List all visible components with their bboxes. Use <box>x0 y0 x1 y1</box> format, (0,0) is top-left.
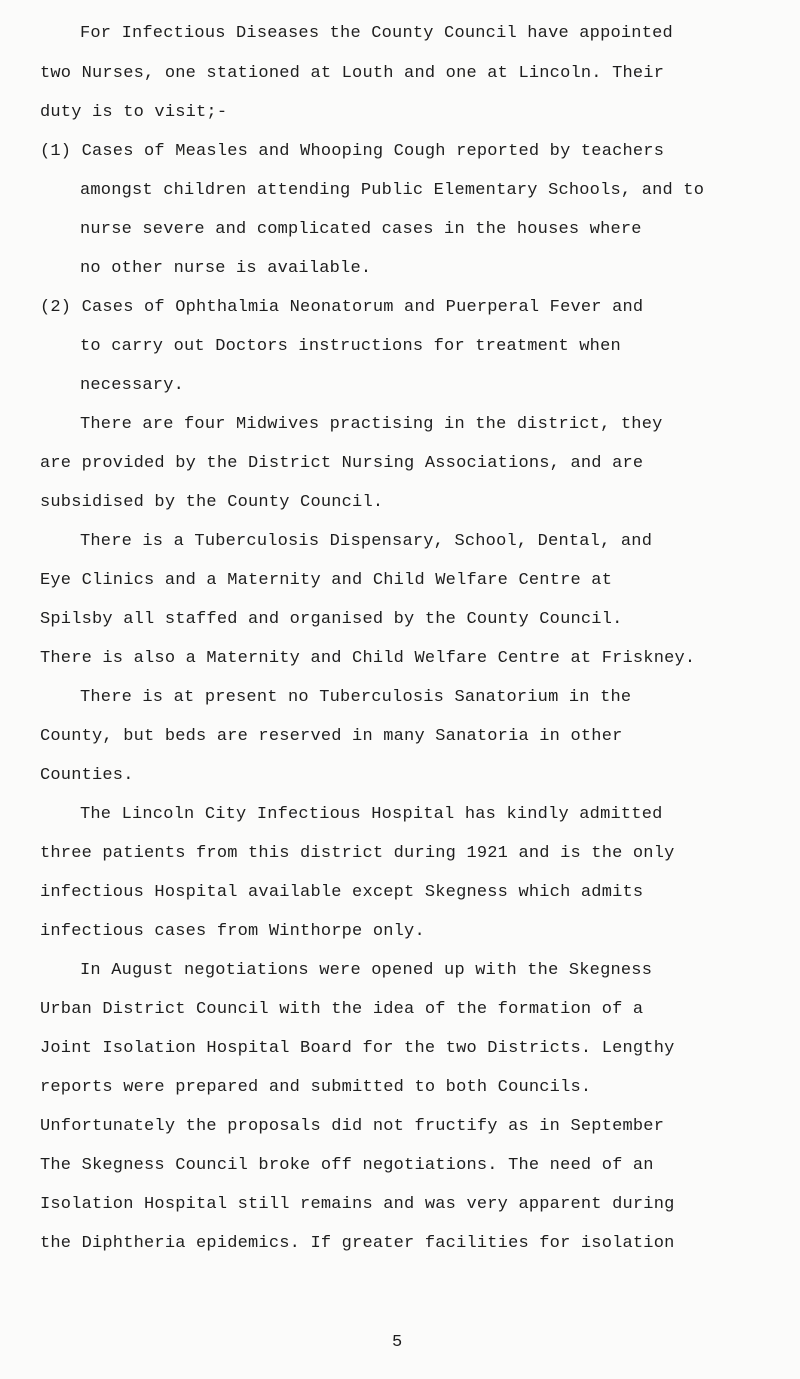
text-line: Joint Isolation Hospital Board for the two Districts. Lengthy <box>40 1039 675 1058</box>
text-line: Unfortunately the proposals did not fructify as in September <box>40 1117 665 1136</box>
text-line: the Diphtheria epidemics. If greater facilities for isolation <box>40 1234 675 1253</box>
text-line: Isolation Hospital still remains and was very apparent during <box>40 1195 675 1214</box>
text-line: are provided by the District Nursing Associations, and are <box>40 454 644 473</box>
text-line: infectious cases from Winthorpe only. <box>40 922 425 941</box>
text-line: nurse severe and complicated cases in the houses where <box>80 220 642 239</box>
text-line: There is also a Maternity and Child Welfare Centre at Friskney. <box>40 649 696 668</box>
text-line: There is a Tuberculosis Dispensary, School, Dental, and <box>80 532 653 551</box>
text-line: (1) Cases of Measles and Whooping Cough reported by teachers <box>40 142 665 161</box>
text-line: The Lincoln City Infectious Hospital has kindly admitted <box>80 805 663 824</box>
text-line: infectious Hospital available except Skegness which admits <box>40 883 644 902</box>
text-line: necessary. <box>80 376 185 395</box>
text-line: The Skegness Council broke off negotiations. The need of an <box>40 1156 654 1175</box>
text-line: no other nurse is available. <box>80 259 372 278</box>
text-line: Counties. <box>40 766 134 785</box>
text-line: to carry out Doctors instructions for treatment when <box>80 337 621 356</box>
text-line: three patients from this district during 1921 and is the only <box>40 844 675 863</box>
text-line: County, but beds are reserved in many Sanatoria in other <box>40 727 623 746</box>
text-line: For Infectious Diseases the County Council have appointed <box>80 24 673 43</box>
text-line: reports were prepared and submitted to both Councils. <box>40 1078 592 1097</box>
text-line: (2) Cases of Ophthalmia Neonatorum and Puerperal Fever and <box>40 298 644 317</box>
text-line: There is at present no Tuberculosis Sanatorium in the <box>80 688 632 707</box>
page-number: 5 <box>392 1333 403 1352</box>
text-line: subsidised by the County Council. <box>40 493 384 512</box>
text-line: Spilsby all staffed and organised by the County Council. <box>40 610 623 629</box>
text-line: amongst children attending Public Elementary Schools, and to <box>80 181 705 200</box>
text-line: Eye Clinics and a Maternity and Child Welfare Centre at <box>40 571 613 590</box>
text-line: In August negotiations were opened up with the Skegness <box>80 961 653 980</box>
text-line: There are four Midwives practising in the district, they <box>80 415 663 434</box>
text-line: Urban District Council with the idea of the formation of a <box>40 1000 644 1019</box>
text-line: two Nurses, one stationed at Louth and one at Lincoln. Their <box>40 64 665 83</box>
text-line: duty is to visit;- <box>40 103 228 122</box>
